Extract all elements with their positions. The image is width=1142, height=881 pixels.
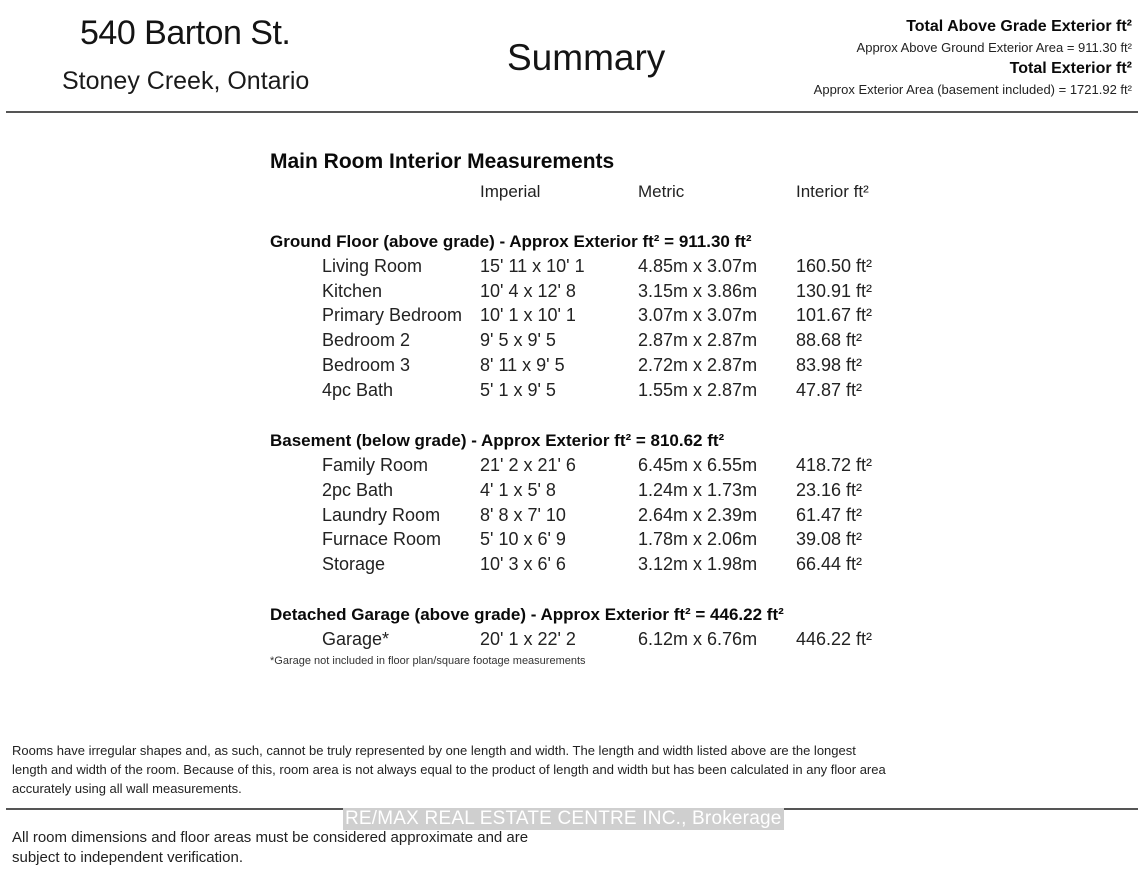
room-metric: 6.45m x 6.55m: [638, 455, 758, 475]
room-imperial: 10' 3 x 6' 6: [480, 554, 566, 574]
room-imperial: 10' 1 x 10' 1: [480, 305, 576, 325]
room-interior: 88.68 ft²: [796, 330, 863, 350]
room-interior: 83.98 ft²: [796, 355, 863, 375]
page-title: Summary: [507, 37, 666, 78]
room-metric: 2.72m x 2.87m: [638, 355, 758, 375]
room-imperial: 5' 1 x 9' 5: [480, 380, 556, 400]
room-metric: 2.87m x 2.87m: [638, 330, 758, 350]
table-row: [0, 480, 1142, 504]
approximate-note: All room dimensions and floor areas must be considered approximate and are subject to independent verification.: [12, 829, 529, 866]
column-header-imperial: Imperial: [480, 182, 541, 201]
room-interior: 130.91 ft²: [796, 281, 873, 301]
table-row: [0, 455, 1142, 479]
room-imperial: 8' 8 x 7' 10: [480, 505, 566, 525]
column-header-metric: Metric: [638, 182, 685, 201]
room-interior: 66.44 ft²: [796, 554, 863, 574]
table-row: [0, 355, 1142, 379]
room-metric: 4.85m x 3.07m: [638, 256, 758, 276]
table-row: [0, 256, 1142, 280]
table-title: Main Room Interior Measurements: [270, 150, 615, 173]
brokerage-watermark: RE/MAX REAL ESTATE CENTRE INC., Brokerage: [345, 808, 782, 829]
table-row: [0, 554, 1142, 578]
total-exterior-label: Total Exterior ft²: [1009, 60, 1132, 77]
address-line-1: 540 Barton St.: [80, 14, 291, 52]
approx-exterior-area: Approx Exterior Area (basement included) = 1721.92 ft²: [813, 82, 1132, 97]
room-imperial: 5' 10 x 6' 9: [480, 529, 566, 549]
section-heading-ground-floor: Ground Floor (above grade) - Approx Exterior ft² = 911.30 ft²: [270, 232, 752, 251]
table-row: [0, 281, 1142, 305]
approx-above-ground-area: Approx Above Ground Exterior Area = 911.30 ft²: [856, 40, 1132, 55]
room-metric: 3.12m x 1.98m: [638, 554, 758, 574]
room-metric: 2.64m x 2.39m: [638, 505, 758, 525]
room-metric: 1.24m x 1.73m: [638, 480, 758, 500]
room-interior: 446.22 ft²: [796, 629, 873, 649]
room-imperial: 21' 2 x 21' 6: [480, 455, 576, 475]
room-name: Furnace Room: [322, 529, 442, 549]
room-imperial: 9' 5 x 9' 5: [480, 330, 556, 350]
room-imperial: 20' 1 x 22' 2: [480, 629, 576, 649]
table-row: [0, 529, 1142, 553]
table-row: [0, 305, 1142, 329]
room-name: Kitchen: [322, 281, 383, 301]
room-name: Primary Bedroom: [322, 305, 463, 325]
section-heading-garage: Detached Garage (above grade) - Approx Exterior ft² = 446.22 ft²: [270, 605, 784, 624]
room-name: Garage*: [322, 629, 390, 649]
room-interior: 23.16 ft²: [796, 480, 863, 500]
room-interior: 61.47 ft²: [796, 505, 863, 525]
disclaimer-text: Rooms have irregular shapes and, as such, cannot be truly represented by one length and width. The length and width listed above are the longest length and width of the room. Because of this, room area is not always equal to the product of length and width but has been calculated in any floor area accurately using all wall measurements.: [12, 743, 886, 796]
room-metric: 1.55m x 2.87m: [638, 380, 758, 400]
room-name: Storage: [322, 554, 386, 574]
room-imperial: 8' 11 x 9' 5: [480, 355, 565, 375]
section-heading-basement: Basement (below grade) - Approx Exterior ft² = 810.62 ft²: [270, 431, 725, 450]
total-above-grade-label: Total Above Grade Exterior ft²: [906, 18, 1132, 35]
address-line-2: Stoney Creek, Ontario: [62, 67, 310, 95]
room-imperial: 15' 11 x 10' 1: [480, 256, 585, 276]
garage-footnote: *Garage not included in floor plan/square footage measurements: [270, 655, 586, 667]
header-divider: [6, 111, 1138, 113]
room-metric: 1.78m x 2.06m: [638, 529, 758, 549]
room-imperial: 4' 1 x 5' 8: [480, 480, 556, 500]
room-name: Family Room: [322, 455, 429, 475]
room-name: 4pc Bath: [322, 380, 394, 400]
room-name: Bedroom 2: [322, 330, 411, 350]
room-interior: 160.50 ft²: [796, 256, 873, 276]
room-metric: 3.15m x 3.86m: [638, 281, 758, 301]
room-interior: 47.87 ft²: [796, 380, 863, 400]
room-interior: 101.67 ft²: [796, 305, 873, 325]
column-header-interior: Interior ft²: [796, 182, 869, 201]
table-row: [0, 629, 1142, 653]
table-row: [0, 330, 1142, 354]
room-metric: 3.07m x 3.07m: [638, 305, 758, 325]
room-name: 2pc Bath: [322, 480, 394, 500]
table-row: [0, 380, 1142, 404]
room-imperial: 10' 4 x 12' 8: [480, 281, 576, 301]
room-metric: 6.12m x 6.76m: [638, 629, 758, 649]
table-row: [0, 505, 1142, 529]
room-name: Laundry Room: [322, 505, 441, 525]
room-interior: 418.72 ft²: [796, 455, 873, 475]
room-name: Bedroom 3: [322, 355, 411, 375]
room-interior: 39.08 ft²: [796, 529, 863, 549]
room-name: Living Room: [322, 256, 423, 276]
